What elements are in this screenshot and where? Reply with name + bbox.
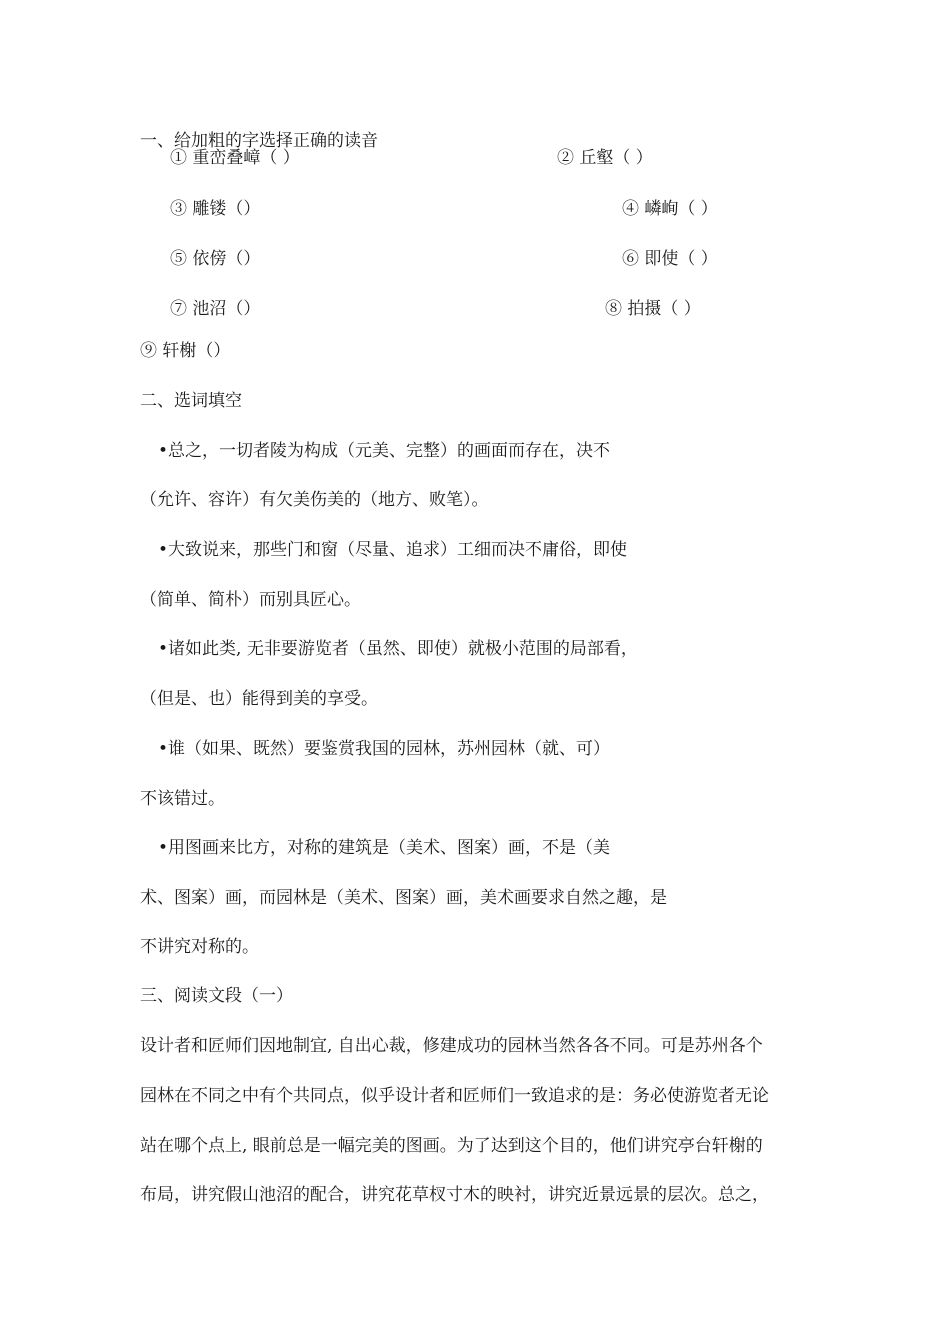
reading-line-1: 设计者和匠师们因地制宜, 自出心裁，修建成功的园林当然各各不同。可是苏州各个	[140, 1036, 763, 1056]
fill-line-5: •诸如此类, 无非要游览者（虽然、即使）就极小范围的局部看，	[158, 639, 638, 659]
fill-line-2: （允许、容许）有欠美伤美的（地方、败笔）。	[140, 490, 489, 510]
section1-heading: 一、给加粗的字选择正确的读音	[140, 131, 378, 151]
fill-line-10: 术、图案）画，而园林是（美术、图案）画，美术画要求自然之趣，是	[140, 888, 667, 908]
pronunciation-item-4: ④ 嶙峋（ ）	[622, 199, 718, 219]
reading-line-3: 站在哪个点上, 眼前总是一幅完美的图画。为了达到这个目的，他们讲究亭台轩榭的	[140, 1136, 763, 1156]
fill-line-11: 不讲究对称的。	[140, 937, 259, 957]
fill-line-9: •用图画来比方，对称的建筑是（美术、图案）画，不是（美	[158, 838, 611, 858]
pronunciation-item-6: ⑥ 即使（ ）	[622, 249, 718, 269]
reading-line-4: 布局，讲究假山池沼的配合，讲究花草杈寸木的映衬，讲究近景远景的层次。总之，	[140, 1185, 769, 1205]
fill-line-4: （简单、简朴）而别具匠心。	[140, 590, 361, 610]
fill-line-6: （但是、也）能得到美的享受。	[140, 689, 378, 709]
pronunciation-item-5: ⑤ 依傍（）	[170, 249, 261, 269]
pronunciation-item-2: ② 丘壑（ ）	[557, 148, 653, 168]
pronunciation-item-1: ① 重峦叠嶂（ ）	[170, 148, 300, 168]
pronunciation-item-7: ⑦ 池沼（）	[170, 299, 261, 319]
fill-line-1: •总之，一切者陵为构成（元美、完整）的画面而存在，决不	[158, 441, 611, 461]
fill-line-3: •大致说来，那些门和窗（尽量、追求）工细而决不庸俗，即使	[158, 540, 628, 560]
reading-line-2: 园林在不同之中有个共同点，似乎设计者和匠师们一致追求的是：务必使游览者无论	[140, 1086, 769, 1106]
fill-line-7: •谁（如果、既然）要鉴赏我国的园林，苏州园林（就、可）	[158, 739, 611, 759]
pronunciation-item-9: ⑨ 轩榭（）	[140, 341, 231, 361]
pronunciation-item-3: ③ 雕镂（）	[170, 199, 261, 219]
section3-heading: 三、阅读文段（一）	[140, 986, 293, 1006]
section2-heading: 二、选词填空	[140, 391, 242, 411]
pronunciation-item-8: ⑧ 拍摄（ ）	[605, 299, 701, 319]
fill-line-8: 不该错过。	[140, 789, 225, 809]
